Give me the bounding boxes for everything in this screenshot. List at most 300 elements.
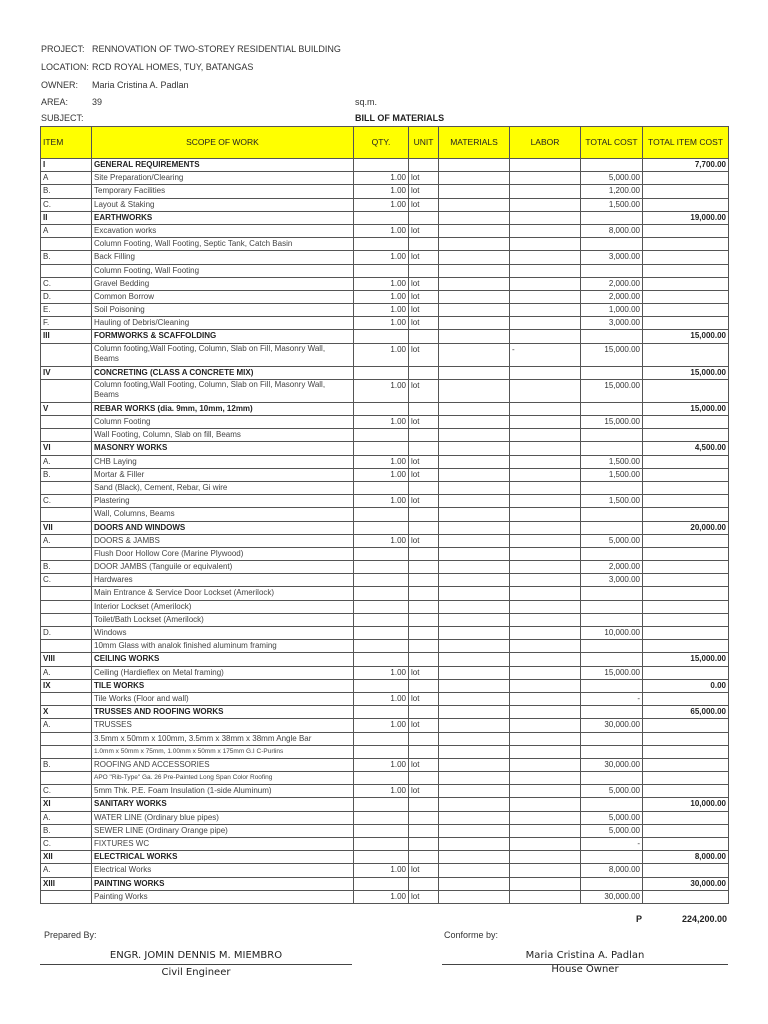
table-header-row xyxy=(41,127,729,159)
cell-scope: ELECTRICAL WORKS xyxy=(92,851,354,864)
cell-labor xyxy=(510,864,581,877)
cell-total-item-cost xyxy=(643,238,729,251)
cell-qty xyxy=(354,653,409,666)
grand-total-value: 224,200.00 xyxy=(681,914,727,924)
cell-item: IX xyxy=(41,679,92,692)
cell-unit xyxy=(409,561,439,574)
cell-total-item-cost xyxy=(643,379,729,402)
cell-materials xyxy=(439,824,510,837)
cell-materials xyxy=(439,613,510,626)
cell-scope: SEWER LINE (Ordinary Orange pipe) xyxy=(92,824,354,837)
section-row xyxy=(41,851,729,864)
cell-item: XII xyxy=(41,851,92,864)
cell-materials xyxy=(439,455,510,468)
cell-materials xyxy=(439,521,510,534)
cell-materials xyxy=(439,653,510,666)
cell-materials xyxy=(439,890,510,903)
cell-total-cost xyxy=(581,653,643,666)
cell-total-cost xyxy=(581,679,643,692)
cell-total-cost: 30,000.00 xyxy=(581,719,643,732)
cell-total-cost: 1,500.00 xyxy=(581,495,643,508)
cell-labor xyxy=(510,304,581,317)
cell-scope: Soil Poisoning xyxy=(92,304,354,317)
cell-total-cost: 15,000.00 xyxy=(581,379,643,402)
cell-item xyxy=(41,379,92,402)
cell-unit: lot xyxy=(409,534,439,547)
cell-item xyxy=(41,613,92,626)
cell-qty xyxy=(354,574,409,587)
cell-labor xyxy=(510,824,581,837)
cell-labor xyxy=(510,468,581,481)
cell-total-item-cost xyxy=(643,824,729,837)
cell-labor xyxy=(510,521,581,534)
cell-materials xyxy=(439,442,510,455)
cell-total-item-cost: 4,500.00 xyxy=(643,442,729,455)
cell-materials xyxy=(439,706,510,719)
cell-materials xyxy=(439,416,510,429)
cell-total-item-cost xyxy=(643,290,729,303)
cell-unit xyxy=(409,330,439,343)
cell-unit: lot xyxy=(409,864,439,877)
cell-unit xyxy=(409,481,439,494)
cell-total-cost xyxy=(581,798,643,811)
col-item-header: ITEM xyxy=(41,127,92,159)
cell-total-cost: 3,000.00 xyxy=(581,574,643,587)
cell-unit xyxy=(409,772,439,785)
table-row xyxy=(41,172,729,185)
cell-total-cost xyxy=(581,732,643,745)
cell-unit: lot xyxy=(409,185,439,198)
cell-qty xyxy=(354,679,409,692)
cell-item xyxy=(41,429,92,442)
cell-materials xyxy=(439,627,510,640)
cell-total-item-cost xyxy=(643,429,729,442)
cell-total-item-cost xyxy=(643,627,729,640)
cell-scope: MASONRY WORKS xyxy=(92,442,354,455)
cell-item xyxy=(41,508,92,521)
table-row xyxy=(41,745,729,758)
cell-item xyxy=(41,692,92,705)
cell-scope: Column Footing xyxy=(92,416,354,429)
cell-scope: Common Borrow xyxy=(92,290,354,303)
cell-total-item-cost: 15,000.00 xyxy=(643,402,729,415)
col-total-item-cost-header: TOTAL ITEM COST xyxy=(643,127,729,159)
cell-qty xyxy=(354,640,409,653)
cell-item: C. xyxy=(41,198,92,211)
cell-qty: 1.00 xyxy=(354,468,409,481)
cell-total-item-cost xyxy=(643,745,729,758)
cell-materials xyxy=(439,366,510,379)
cell-labor xyxy=(510,508,581,521)
cell-total-cost xyxy=(581,877,643,890)
location-label: LOCATION: xyxy=(41,62,89,72)
cell-total-item-cost xyxy=(643,692,729,705)
cell-unit xyxy=(409,640,439,653)
project-value: RENNOVATION OF TWO-STOREY RESIDENTIAL BUILDING xyxy=(92,44,341,54)
cell-total-cost: 3,000.00 xyxy=(581,317,643,330)
cell-materials xyxy=(439,264,510,277)
cell-item: XIII xyxy=(41,877,92,890)
cell-qty xyxy=(354,824,409,837)
cell-labor xyxy=(510,706,581,719)
cell-labor xyxy=(510,798,581,811)
cell-labor xyxy=(510,692,581,705)
cell-scope: WATER LINE (Ordinary blue pipes) xyxy=(92,811,354,824)
cell-qty: 1.00 xyxy=(354,343,409,366)
cell-total-item-cost: 10,000.00 xyxy=(643,798,729,811)
cell-total-item-cost xyxy=(643,455,729,468)
table-row xyxy=(41,732,729,745)
table-row xyxy=(41,824,729,837)
table-row xyxy=(41,508,729,521)
cell-item: A. xyxy=(41,666,92,679)
col-total-cost-header: TOTAL COST xyxy=(581,127,643,159)
cell-qty: 1.00 xyxy=(354,172,409,185)
cell-total-item-cost xyxy=(643,224,729,237)
cell-unit xyxy=(409,442,439,455)
cell-item: C. xyxy=(41,838,92,851)
cell-materials xyxy=(439,798,510,811)
table-row xyxy=(41,495,729,508)
cell-scope: 10mm Glass with analok finished aluminum framing xyxy=(92,640,354,653)
cell-total-item-cost xyxy=(643,772,729,785)
cell-total-cost xyxy=(581,238,643,251)
cell-total-cost: 1,500.00 xyxy=(581,468,643,481)
cell-unit xyxy=(409,264,439,277)
cell-materials xyxy=(439,864,510,877)
cell-unit xyxy=(409,811,439,824)
section-row xyxy=(41,159,729,172)
cell-total-cost xyxy=(581,264,643,277)
cell-labor xyxy=(510,653,581,666)
cell-materials xyxy=(439,877,510,890)
cell-unit: lot xyxy=(409,719,439,732)
cell-unit xyxy=(409,613,439,626)
cell-materials xyxy=(439,666,510,679)
cell-total-item-cost: 65,000.00 xyxy=(643,706,729,719)
cell-item xyxy=(41,264,92,277)
cell-total-cost: 1,500.00 xyxy=(581,455,643,468)
cell-scope: Windows xyxy=(92,627,354,640)
cell-qty xyxy=(354,772,409,785)
bill-of-materials-table xyxy=(40,126,729,904)
cell-total-item-cost xyxy=(643,264,729,277)
cell-qty xyxy=(354,264,409,277)
cell-labor xyxy=(510,679,581,692)
section-row xyxy=(41,706,729,719)
cell-total-item-cost xyxy=(643,666,729,679)
location-value: RCD ROYAL HOMES, TUY, BATANGAS xyxy=(92,62,254,72)
cell-labor xyxy=(510,238,581,251)
cell-unit: lot xyxy=(409,343,439,366)
cell-total-cost xyxy=(581,366,643,379)
cell-qty: 1.00 xyxy=(354,304,409,317)
cell-labor xyxy=(510,211,581,224)
cell-total-cost xyxy=(581,613,643,626)
cell-unit xyxy=(409,798,439,811)
col-qty-header: QTY. xyxy=(354,127,409,159)
table-row xyxy=(41,455,729,468)
cell-unit xyxy=(409,851,439,864)
cell-labor xyxy=(510,640,581,653)
cell-scope: CHB Laying xyxy=(92,455,354,468)
section-row xyxy=(41,402,729,415)
cell-total-item-cost xyxy=(643,864,729,877)
cell-scope: PAINTING WORKS xyxy=(92,877,354,890)
cell-labor xyxy=(510,666,581,679)
table-row xyxy=(41,692,729,705)
cell-labor xyxy=(510,402,581,415)
cell-materials xyxy=(439,402,510,415)
cell-labor xyxy=(510,481,581,494)
cell-total-item-cost xyxy=(643,481,729,494)
table-row xyxy=(41,574,729,587)
cell-total-cost: 8,000.00 xyxy=(581,864,643,877)
area-unit: sq.m. xyxy=(355,97,378,107)
cell-labor xyxy=(510,851,581,864)
table-row xyxy=(41,264,729,277)
table-row xyxy=(41,561,729,574)
cell-qty xyxy=(354,745,409,758)
cell-unit: lot xyxy=(409,468,439,481)
cell-materials xyxy=(439,640,510,653)
cell-total-cost: 1,000.00 xyxy=(581,304,643,317)
cell-unit xyxy=(409,402,439,415)
table-row xyxy=(41,627,729,640)
owner-label: OWNER: xyxy=(41,80,78,90)
cell-total-item-cost xyxy=(643,811,729,824)
cell-item: VI xyxy=(41,442,92,455)
cell-scope: FIXTURES WC xyxy=(92,838,354,851)
table-row xyxy=(41,468,729,481)
cell-scope: Ceiling (Hardieflex on Metal framing) xyxy=(92,666,354,679)
cell-qty: 1.00 xyxy=(354,864,409,877)
cell-item: B. xyxy=(41,468,92,481)
section-row xyxy=(41,366,729,379)
cell-labor xyxy=(510,277,581,290)
cell-unit: lot xyxy=(409,379,439,402)
cell-unit xyxy=(409,211,439,224)
table-row xyxy=(41,864,729,877)
cell-qty xyxy=(354,600,409,613)
cell-scope: ROOFING AND ACCESSORIES xyxy=(92,758,354,771)
cell-materials xyxy=(439,330,510,343)
cell-unit: lot xyxy=(409,290,439,303)
cell-total-cost: 5,000.00 xyxy=(581,172,643,185)
cell-total-item-cost: 19,000.00 xyxy=(643,211,729,224)
cell-qty: 1.00 xyxy=(354,719,409,732)
cell-qty xyxy=(354,366,409,379)
cell-materials xyxy=(439,561,510,574)
cell-labor xyxy=(510,495,581,508)
table-row xyxy=(41,600,729,613)
section-row xyxy=(41,442,729,455)
cell-scope: Wall, Columns, Beams xyxy=(92,508,354,521)
cell-qty xyxy=(354,521,409,534)
cell-scope: DOORS AND WINDOWS xyxy=(92,521,354,534)
cell-scope: Hardwares xyxy=(92,574,354,587)
owner-value: Maria Cristina A. Padlan xyxy=(92,80,189,90)
cell-qty xyxy=(354,587,409,600)
cell-total-cost: 5,000.00 xyxy=(581,785,643,798)
cell-labor xyxy=(510,159,581,172)
cell-unit: lot xyxy=(409,304,439,317)
cell-qty: 1.00 xyxy=(354,185,409,198)
cell-total-cost: 15,000.00 xyxy=(581,416,643,429)
cell-scope: SANITARY WORKS xyxy=(92,798,354,811)
cell-scope: 3.5mm x 50mm x 100mm, 3.5mm x 38mm x 38mm Angle Bar xyxy=(92,732,354,745)
cell-item: VIII xyxy=(41,653,92,666)
cell-scope: EARTHWORKS xyxy=(92,211,354,224)
cell-unit: lot xyxy=(409,785,439,798)
cell-total-cost xyxy=(581,706,643,719)
cell-item: A. xyxy=(41,455,92,468)
area-label: AREA: xyxy=(41,97,69,107)
table-row xyxy=(41,185,729,198)
cell-labor xyxy=(510,574,581,587)
table-row xyxy=(41,290,729,303)
prepared-by-name: ENGR. JOMIN DENNIS M. MIEMBRO xyxy=(109,950,283,961)
cell-unit xyxy=(409,574,439,587)
cell-scope: Main Entrance & Service Door Lockset (Amerilock) xyxy=(92,587,354,600)
cell-scope: Painting Works xyxy=(92,890,354,903)
cell-unit: lot xyxy=(409,758,439,771)
cell-qty xyxy=(354,442,409,455)
table-row xyxy=(41,758,729,771)
cell-qty: 1.00 xyxy=(354,251,409,264)
cell-labor xyxy=(510,442,581,455)
cell-materials xyxy=(439,304,510,317)
cell-unit xyxy=(409,159,439,172)
cell-scope: CONCRETING (CLASS A CONCRETE MIX) xyxy=(92,366,354,379)
cell-item xyxy=(41,772,92,785)
cell-labor: - xyxy=(510,343,581,366)
cell-qty xyxy=(354,877,409,890)
cell-qty: 1.00 xyxy=(354,416,409,429)
cell-total-item-cost: 0.00 xyxy=(643,679,729,692)
cell-scope: Sand (Black), Cement, Rebar, Gi wire xyxy=(92,481,354,494)
cell-total-item-cost xyxy=(643,890,729,903)
cell-materials xyxy=(439,481,510,494)
project-label: PROJECT: xyxy=(41,44,85,54)
cell-total-cost xyxy=(581,211,643,224)
cell-total-item-cost xyxy=(643,277,729,290)
cell-total-item-cost xyxy=(643,198,729,211)
cell-unit: lot xyxy=(409,198,439,211)
table-row xyxy=(41,785,729,798)
cell-item: F. xyxy=(41,317,92,330)
table-row xyxy=(41,379,729,402)
table-row xyxy=(41,890,729,903)
table-row xyxy=(41,251,729,264)
table-row xyxy=(41,304,729,317)
table-row xyxy=(41,587,729,600)
cell-scope: Mortar & Filler xyxy=(92,468,354,481)
table-row xyxy=(41,343,729,366)
cell-unit xyxy=(409,745,439,758)
table-row xyxy=(41,719,729,732)
cell-qty xyxy=(354,732,409,745)
cell-item xyxy=(41,890,92,903)
cell-labor xyxy=(510,758,581,771)
cell-materials xyxy=(439,838,510,851)
cell-item xyxy=(41,745,92,758)
cell-unit xyxy=(409,238,439,251)
cell-total-item-cost xyxy=(643,732,729,745)
cell-total-item-cost xyxy=(643,574,729,587)
cell-item: C. xyxy=(41,785,92,798)
subject-value: BILL OF MATERIALS xyxy=(355,113,445,123)
cell-item: D. xyxy=(41,627,92,640)
cell-qty: 1.00 xyxy=(354,198,409,211)
cell-scope: Temporary Facilities xyxy=(92,185,354,198)
cell-materials xyxy=(439,198,510,211)
table-row xyxy=(41,640,729,653)
cell-materials xyxy=(439,468,510,481)
cell-item xyxy=(41,640,92,653)
cell-item: A xyxy=(41,224,92,237)
cell-labor xyxy=(510,172,581,185)
cell-labor xyxy=(510,185,581,198)
cell-qty xyxy=(354,481,409,494)
table-row xyxy=(41,481,729,494)
cell-total-cost: 30,000.00 xyxy=(581,890,643,903)
conforme-by-role: House Owner xyxy=(551,964,619,975)
cell-labor xyxy=(510,379,581,402)
cell-unit xyxy=(409,824,439,837)
cell-qty: 1.00 xyxy=(354,455,409,468)
cell-unit: lot xyxy=(409,692,439,705)
prepared-by-label: Prepared By: xyxy=(44,930,97,940)
cell-item: A. xyxy=(41,719,92,732)
table-row xyxy=(41,534,729,547)
cell-unit: lot xyxy=(409,172,439,185)
section-row xyxy=(41,330,729,343)
cell-labor xyxy=(510,613,581,626)
cell-total-cost xyxy=(581,547,643,560)
col-unit-header: UNIT xyxy=(409,127,439,159)
cell-materials xyxy=(439,851,510,864)
cell-qty xyxy=(354,561,409,574)
cell-qty xyxy=(354,429,409,442)
cell-qty xyxy=(354,402,409,415)
prepared-signature-line xyxy=(40,964,352,965)
cell-unit: lot xyxy=(409,251,439,264)
cell-item xyxy=(41,343,92,366)
table-body xyxy=(41,159,729,904)
cell-item: I xyxy=(41,159,92,172)
cell-labor xyxy=(510,366,581,379)
cell-scope: CEILING WORKS xyxy=(92,653,354,666)
cell-total-cost: 3,000.00 xyxy=(581,251,643,264)
prepared-by-role: Civil Engineer xyxy=(161,967,231,978)
cell-item: D. xyxy=(41,290,92,303)
cell-total-cost: 15,000.00 xyxy=(581,666,643,679)
cell-labor xyxy=(510,290,581,303)
cell-item xyxy=(41,732,92,745)
cell-item: A. xyxy=(41,864,92,877)
cell-total-item-cost: 30,000.00 xyxy=(643,877,729,890)
cell-total-cost xyxy=(581,442,643,455)
cell-item: X xyxy=(41,706,92,719)
cell-labor xyxy=(510,251,581,264)
cell-total-item-cost xyxy=(643,561,729,574)
cell-unit xyxy=(409,587,439,600)
cell-materials xyxy=(439,732,510,745)
cell-scope: Column Footing, Wall Footing xyxy=(92,264,354,277)
cell-total-cost: 1,200.00 xyxy=(581,185,643,198)
cell-scope: 1.0mm x 50mm x 75mm, 1.00mm x 50mm x 175mm G.I C-Purlins xyxy=(92,745,354,758)
